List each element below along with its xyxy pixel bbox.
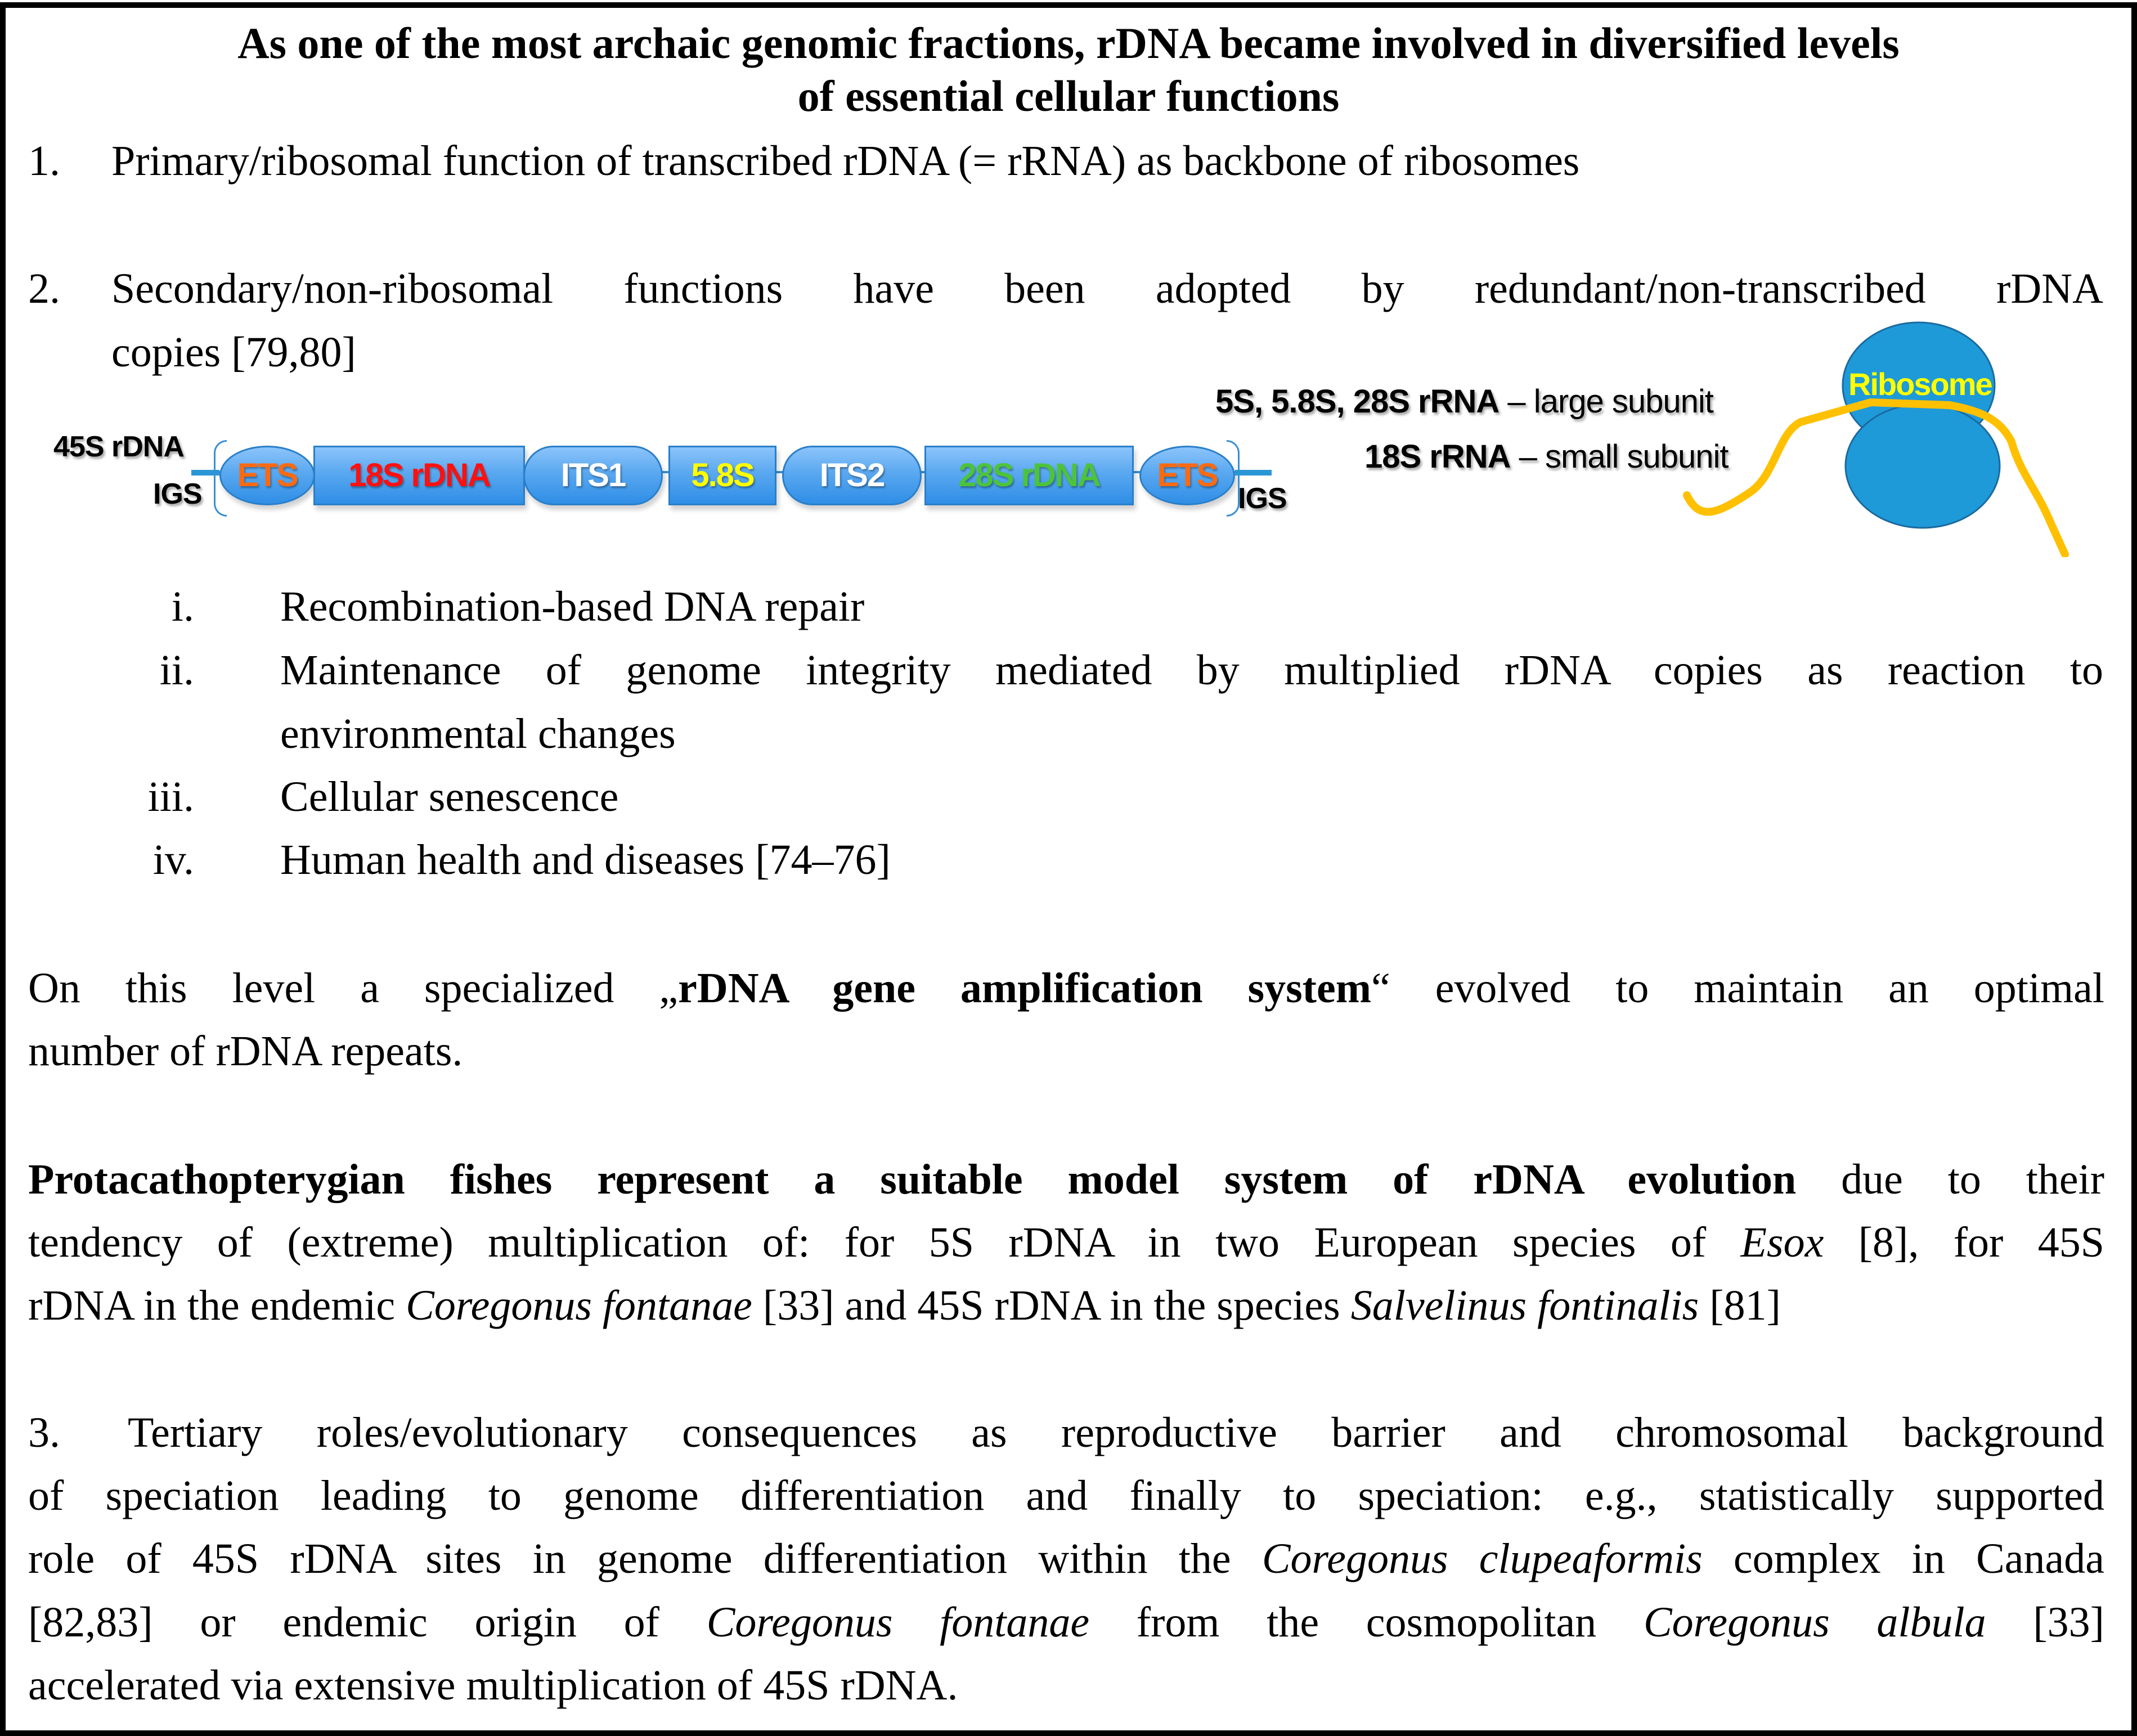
label-igs-right: IGS: [1238, 482, 1287, 515]
segment-28s-rdna: 28S rDNA: [924, 446, 1134, 505]
roman-iv-text: Human health and diseases [74–76]: [280, 836, 891, 883]
segment-18s-rdna: 18S rDNA: [313, 446, 525, 505]
fishes-line-1: Protacathopterygian fishes represent a suitable model system of rDNA evolution due to their: [28, 1156, 2104, 1203]
item-3-line-2: of speciation leading to genome differentiation and finally to speciation: e.g., statistically supported: [28, 1472, 2104, 1519]
igs-line-right: [1235, 470, 1272, 476]
roman-iii-number: iii.: [147, 773, 194, 820]
label-large-subunit: 5S, 5.8S, 28S rRNA – large subunit: [1215, 383, 1713, 420]
item-3-line-1: 3. Tertiary roles/evolutionary consequences as reproductive barrier and chromosomal background: [28, 1409, 2104, 1456]
amplification-line-1: On this level a specialized „rDNA gene amplification system“ evolved to maintain an optimal: [28, 965, 2104, 1012]
panel-title-line-2: of essential cellular functions: [797, 71, 1340, 120]
item-2-line-1: Secondary/non-ribosomal functions have been adopted by redundant/non-transcribed rDNA: [111, 265, 2103, 312]
ribosome-illustration: [1677, 321, 2104, 557]
ribosome-small-subunit-icon: [1846, 404, 2000, 528]
roman-i-number: i.: [171, 583, 194, 630]
panel-title-line-1: As one of the most archaic genomic fractions, rDNA became involved in diversified levels: [237, 19, 1900, 68]
roman-ii-line-2: environmental changes: [280, 710, 676, 757]
item-1-text: Primary/ribosomal function of transcribed rDNA (= rRNA) as backbone of ribosomes: [111, 137, 1580, 185]
item-3-line-5: accelerated via extensive multiplication of 45S rDNA.: [28, 1662, 958, 1709]
roman-iv-number: iv.: [152, 836, 194, 883]
segment-its1: ITS1: [523, 446, 663, 505]
fishes-line-3: rDNA in the endemic Coregonus fontanae [33] and 45S rDNA in the species Salvelinus fontinalis [81]: [28, 1282, 1781, 1329]
label-small-subunit: 18S rRNA – small subunit: [1364, 438, 1729, 475]
segment-ets-right: ETS: [1139, 446, 1235, 505]
item-3-line-4: [82,83] or endemic origin of Coregonus fontanae from the cosmopolitan Coregonus albula [33]: [28, 1599, 2104, 1646]
fishes-line-2: tendency of (extreme) multiplication of: for 5S rDNA in two European species of Esox [8], for 45S: [28, 1219, 2104, 1266]
segment-its2: ITS2: [782, 446, 922, 505]
item-2-number: 2.: [28, 265, 60, 312]
label-45s-rdna: 45S rDNA: [53, 430, 184, 463]
segment-ets-left: ETS: [219, 446, 315, 505]
roman-ii-line-1: Maintenance of genome integrity mediated by multiplied rDNA copies as reaction to: [280, 647, 2103, 694]
roman-i-text: Recombination-based DNA repair: [280, 583, 865, 630]
item-3-line-3: role of 45S rDNA sites in genome differentiation within the Coregonus clupeaformis complex in Canada: [28, 1535, 2105, 1582]
label-igs-left: IGS: [153, 478, 202, 510]
roman-ii-number: ii.: [159, 647, 194, 694]
amplification-line-2: number of rDNA repeats.: [28, 1028, 463, 1075]
item-1-number: 1.: [28, 137, 60, 185]
roman-iii-text: Cellular senescence: [280, 773, 619, 820]
item-2-line-2: copies [79,80]: [111, 329, 356, 376]
segment-5-8s: 5.8S: [668, 446, 776, 505]
ribosome-label: Ribosome: [1848, 366, 1992, 402]
